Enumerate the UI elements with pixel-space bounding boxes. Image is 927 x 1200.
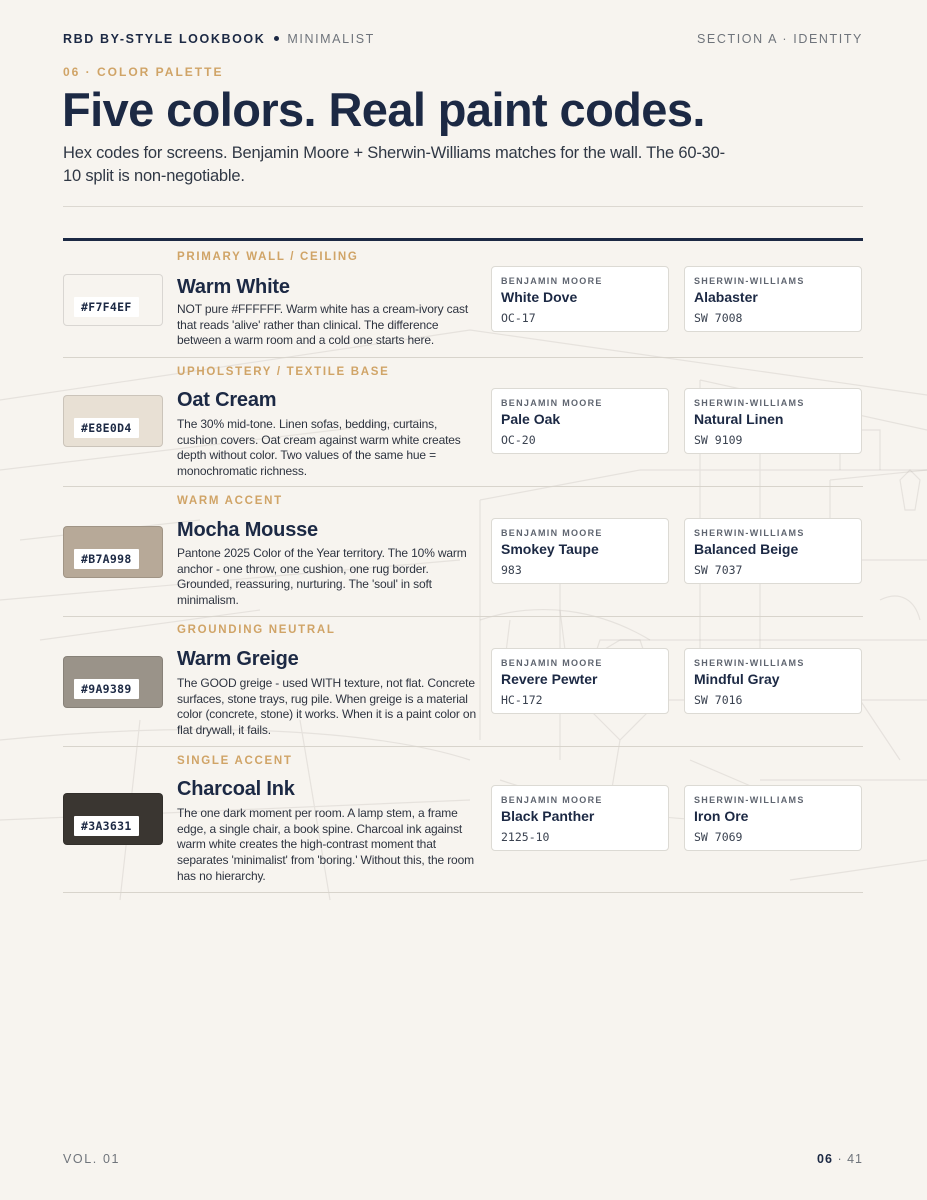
color-name: Mocha Mousse <box>177 519 318 541</box>
paint-brand: BENJAMIN MOORE <box>501 276 603 286</box>
color-description: NOT pure #FFFFFF. Warm white has a cream-ivory cast that reads 'alive' rather than clinical. The difference between a warm room and a cold one starts here. <box>177 302 469 348</box>
hex-code: #F7F4EF <box>74 297 139 317</box>
color-name: Charcoal Ink <box>177 778 295 800</box>
paint-code: SW 9109 <box>694 433 743 447</box>
hex-code: #E8E0D4 <box>74 418 139 438</box>
paint-code: OC-17 <box>501 311 536 325</box>
color-name: Oat Cream <box>177 389 277 411</box>
color-role: WARM ACCENT <box>177 495 283 507</box>
palette-row-warm-white <box>63 241 863 358</box>
row-divider <box>63 892 863 893</box>
color-description: Pantone 2025 Color of the Year territory. The 10% warm anchor - one throw, one cushion, one rug border. Grounded, reassuring, nurturing. The 'soul' in soft minimalism. <box>177 546 467 608</box>
sherwin-williams-card <box>684 388 862 454</box>
sherwin-williams-card <box>684 648 862 714</box>
paint-name: Black Panther <box>501 808 595 824</box>
paint-code: HC-172 <box>501 693 543 707</box>
color-name: Warm Greige <box>177 648 299 670</box>
paint-brand: BENJAMIN MOORE <box>501 528 603 538</box>
section-label: SECTION A · IDENTITY <box>696 32 863 46</box>
paint-name: Alabaster <box>694 289 758 305</box>
paint-brand: SHERWIN-WILLIAMS <box>694 398 805 408</box>
intro-text: Hex codes for screens. Benjamin Moore + Sherwin-Williams matches for the wall. The 60-30-10 split is non-negotiable. <box>63 144 725 185</box>
color-role: UPHOLSTERY / TEXTILE BASE <box>177 366 390 378</box>
paint-code: SW 7016 <box>694 693 743 707</box>
paint-brand: SHERWIN-WILLIAMS <box>694 276 805 286</box>
lookbook-brand <box>63 32 375 46</box>
page-count: 41 <box>847 1152 863 1166</box>
page-title: Five colors. Real paint codes. <box>62 83 705 136</box>
paint-brand: BENJAMIN MOORE <box>501 658 603 668</box>
hex-code: #9A9389 <box>74 679 139 699</box>
paint-brand: SHERWIN-WILLIAMS <box>694 795 805 805</box>
palette-row-oat-cream <box>63 358 863 487</box>
paint-name: Natural Linen <box>694 411 784 427</box>
palette-row-warm-greige <box>63 617 863 747</box>
paint-code: 983 <box>501 563 522 577</box>
palette-row-charcoal-ink <box>63 747 863 893</box>
paint-brand: SHERWIN-WILLIAMS <box>694 528 805 538</box>
page-header <box>63 32 863 48</box>
paint-name: Revere Pewter <box>501 671 598 687</box>
volume-label: VOL. 01 <box>63 1152 121 1166</box>
page-separator: · <box>837 1152 843 1166</box>
sherwin-williams-card <box>684 266 862 332</box>
sherwin-williams-card <box>684 518 862 584</box>
color-name: Warm White <box>177 276 290 298</box>
paint-brand: BENJAMIN MOORE <box>501 795 603 805</box>
color-swatch <box>63 656 163 708</box>
brand-name: RBD BY-STYLE LOOKBOOK <box>63 32 266 46</box>
benjamin-moore-card <box>491 518 669 584</box>
paint-name: Iron Ore <box>694 808 749 824</box>
color-swatch <box>63 526 163 578</box>
benjamin-moore-card <box>491 388 669 454</box>
benjamin-moore-card <box>491 648 669 714</box>
sherwin-williams-card <box>684 785 862 851</box>
style-name: MINIMALIST <box>287 32 375 46</box>
paint-name: Pale Oak <box>501 411 561 427</box>
paint-name: Balanced Beige <box>694 541 799 557</box>
section-number: 06 <box>817 1152 833 1166</box>
color-role: GROUNDING NEUTRAL <box>177 624 336 636</box>
paint-brand: SHERWIN-WILLIAMS <box>694 658 805 668</box>
dot-separator-icon <box>274 36 279 41</box>
color-role: PRIMARY WALL / CEILING <box>177 251 359 263</box>
section-eyebrow: 06 · COLOR PALETTE <box>63 65 224 79</box>
paint-code: SW 7037 <box>694 563 743 577</box>
benjamin-moore-card <box>491 785 669 851</box>
color-swatch <box>63 793 163 845</box>
benjamin-moore-card <box>491 266 669 332</box>
paint-name: White Dove <box>501 289 578 305</box>
color-swatch <box>63 395 163 447</box>
paint-name: Smokey Taupe <box>501 541 599 557</box>
paint-code: OC-20 <box>501 433 536 447</box>
paint-code: SW 7069 <box>694 830 743 844</box>
paint-brand: BENJAMIN MOORE <box>501 398 603 408</box>
page-number <box>817 1152 863 1166</box>
hex-code: #B7A998 <box>74 549 139 569</box>
color-description: The one dark moment per room. A lamp stem, a frame edge, a single chair, a book spine. Charcoal ink against warm white creates the high-contrast moment that separates 'minimalist' from 'boring.' Without this, the room has no hierarchy. <box>177 806 474 883</box>
divider <box>63 206 863 207</box>
paint-name: Mindful Gray <box>694 671 780 687</box>
color-swatch <box>63 274 163 326</box>
palette-row-mocha-mousse <box>63 487 863 617</box>
color-description: The GOOD greige - used WITH texture, not flat. Concrete surfaces, stone trays, rug pile. When greige is a material color (concrete, stone) it works. When it is a paint color on flat drywall, it fails. <box>177 676 476 738</box>
color-role: SINGLE ACCENT <box>177 755 293 767</box>
paint-code: 2125-10 <box>501 830 550 844</box>
hex-code: #3A3631 <box>74 816 139 836</box>
paint-code: SW 7008 <box>694 311 743 325</box>
color-description: The 30% mid-tone. Linen sofas, bedding, curtains, cushion covers. Oat cream against warm white creates depth without color. Two values of the same hue = monochromatic richness. <box>177 417 461 479</box>
